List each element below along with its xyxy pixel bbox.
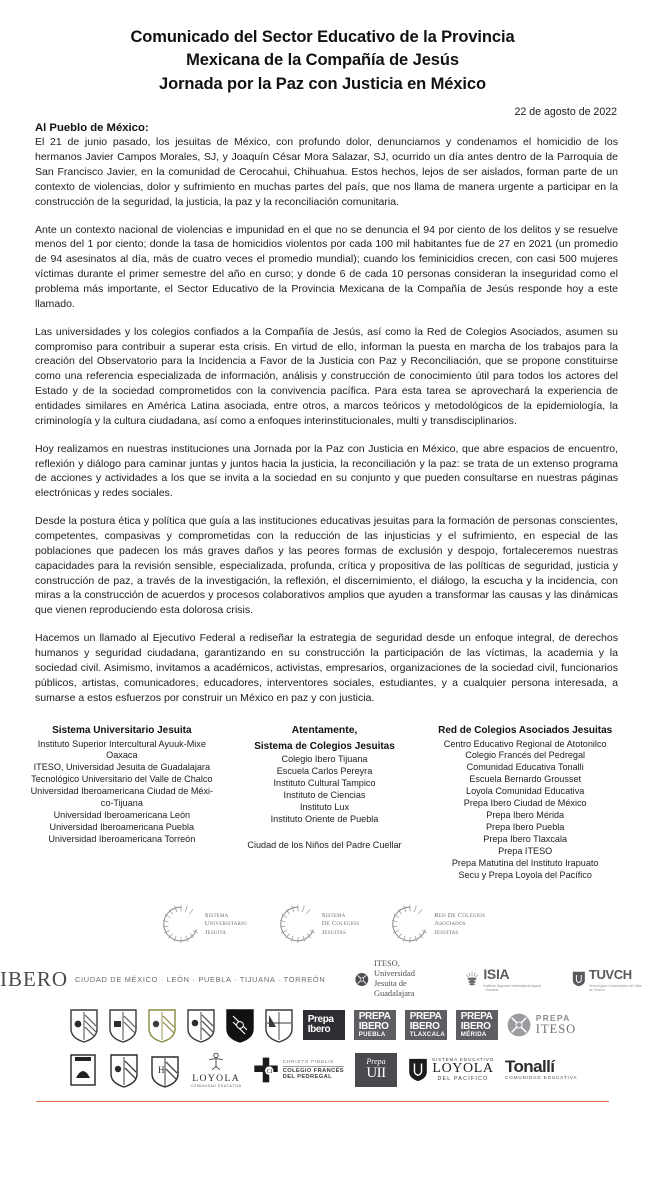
iteso-mark-icon [355, 971, 369, 988]
document-body [0, 118, 645, 705]
instituto-lux-crest [225, 1007, 255, 1043]
loyola-pac-top: SISTEMA EDUCATIVO [432, 1057, 494, 1063]
seal-line: Jesuitas [434, 928, 459, 936]
tuvch-shield-icon [572, 969, 586, 989]
cfp-motto: CHRISTO FIDELIS [282, 1059, 335, 1065]
list-item: Tecnológico Universitario del Valle de Chalco [31, 774, 213, 785]
instituto-crest [150, 1052, 180, 1088]
loyola-pac-bottom: DEL PACÍFICO [437, 1076, 489, 1083]
iteso-line-2: Jesuita de Guadalajara [373, 979, 415, 999]
cross-icon [253, 1056, 279, 1084]
seal-line: Jesuita [204, 928, 227, 936]
instituto-de-ciencias-crest [186, 1007, 216, 1043]
prepa-iteso-bottom: ITESO [535, 1021, 577, 1036]
list-item: Prepa Ibero Ciudad de México [463, 798, 587, 809]
column-heading: Sistema de Colegios Jesuitas [254, 741, 395, 753]
seal-line: Sistema [321, 911, 346, 919]
isia-subtitle: Instituto Superior Intercultural Ayuuk · Oaxaca [483, 983, 541, 993]
tonalli-name: Tonallí [505, 1057, 555, 1076]
logo-row-asociados [0, 1051, 645, 1088]
isia-wordmark [483, 966, 542, 993]
tonalli-logo [505, 1059, 577, 1080]
seal-label [322, 912, 359, 938]
prepa-iteso-mark-icon [507, 1013, 531, 1037]
list-item: Universidad Iberoamericana León [53, 810, 191, 821]
tonalli-subtitle: COMUNIDAD EDUCATIVA [505, 1075, 578, 1081]
list-item: Escuela Bernardo Grousset [469, 774, 582, 785]
cfp-line-1: COLEGIO FRANCÉS [282, 1067, 345, 1074]
prepa-ibero-merida-main: PREPA IBERO [460, 1011, 493, 1033]
column-list [230, 754, 420, 825]
list-item: Universidad Iberoamericana Puebla [49, 821, 195, 832]
list-item: Colegio Ibero Tijuana [281, 754, 368, 765]
red-de-colegios-asociados-jesuitas-seal [389, 903, 485, 945]
list-item: Instituto Oriente de Puebla [270, 813, 379, 824]
isia-name: ISIA [483, 965, 510, 982]
paragraph-6: Hacemos un llamado al Ejecutivo Federal a rediseñar la estrategia de seguridad desde un enfoque integral, de derechos humanos y seguridad ciudadana, garantizando en su construcción la participación de las víctimas, la academia y la sociedad civil. Asimismo, invitamos a académicos, activistas, empresarios, organizaciones de la sociedad civil, funcionarios públicos, artistas, comunicadores, educadores, interventores sociales, estudiantes, y a cualquier persona interesada, a sumarse a estos esfuerzos por construir un México en paz y con justicia. [35, 632, 618, 704]
spacer [230, 826, 420, 840]
list-item: Oaxaca [106, 750, 138, 761]
svg-text:Cf: Cf [266, 1068, 273, 1075]
paragraph-4: Hoy realizamos en nuestras instituciones una Jornada por la Paz con Justicia en México, que abre espacios de encuentro, reflexión y diálogo para caminar juntas y juntos hacia la justicia, la reconciliación y la paz: se trata de un extenso programa de acciones y actividades a los que se invita a la sociedad en su conjunto y que pueden consultarse en nuestras páginas electrónicas y redes sociales. [35, 442, 618, 500]
cfp-line-2: DEL PEDREGAL [282, 1073, 332, 1080]
svg-text:H: H [157, 1064, 165, 1075]
prepa-ibero-tlaxcala-main: PREPA IBERO [409, 1011, 442, 1033]
seal-label [434, 912, 485, 938]
loyola-figure-icon [205, 1051, 227, 1073]
prepa-ibero-tlaxcala-logo [405, 1010, 447, 1040]
prepa-ibero-logo [303, 1010, 345, 1040]
list-item: Instituto Superior Intercultural Ayuuk-Mixe [37, 738, 206, 749]
prepa-uii-logo [355, 1053, 397, 1087]
seal-line: Universitario [204, 920, 247, 928]
page-title [0, 0, 645, 96]
logo-row-universities [0, 959, 645, 999]
tuvch-wordmark [589, 966, 645, 993]
loyola-name: LOYOLA [192, 1073, 241, 1085]
ibero-logo [0, 967, 325, 992]
paragraph-2: Ante un contexto nacional de violencias e impunidad en el que no se denuncia el 94 por ciento de los delitos y se resuelve menos del 1 por ciento; donde la tasa de homicidios violentos por cada 100 mil habitantes fue de 27 en 2021 (un promedio de 94 asesinatos al día, más de cuatro veces el promedio mundial); cuando los feminicidios crecen, con casi 500 mujeres víctimas durante el primer semestre del año en curso; y donde 6 de cada 10 personas consideran la inseguridad como el problema más importante, el Sector Educativo de la Provincia Mexicana de la Compañía de Jesús responde hoy a este llamado. [35, 223, 618, 310]
instituto-cultural-tampico-crest [147, 1007, 177, 1043]
tuvch-logo [572, 966, 645, 993]
sunburst-icon [277, 903, 319, 945]
list-item: Universidad Iberoamericana Ciudad de Méxi- [30, 786, 214, 797]
list-item: Loyola Comunidad Educativa [466, 786, 585, 797]
column-heading: Red de Colegios Asociados Jesuitas [438, 725, 613, 737]
list-item: co-Tijuana [100, 798, 143, 809]
loyola-shield-icon [408, 1057, 428, 1083]
tuvch-name: TUVCH [588, 966, 632, 982]
tuvch-subtitle: Tecnológico Universitario del Valle de Chalco [588, 983, 642, 993]
list-item: Prepa Ibero Puebla [485, 821, 565, 832]
column-heading: Sistema Universitario Jesuita [52, 725, 192, 737]
list-item: Prepa ITESO [498, 845, 553, 856]
prepa-ibero-puebla-main: PREPA IBERO [358, 1011, 391, 1033]
iteso-wordmark [374, 959, 434, 999]
prepa-uii-script: Prepa [366, 1057, 386, 1067]
list-item: Comunidad Educativa Tonalli [466, 762, 584, 773]
centro-educativo-regional-atotonilco-crest [109, 1052, 139, 1088]
loyola-comunidad-educativa-logo [191, 1051, 242, 1088]
document-date: 22 de agosto de 2022 [514, 106, 617, 119]
prepa-iteso-wordmark [536, 1014, 576, 1036]
footer-accent-rule [36, 1101, 609, 1102]
prepa-ibero-merida-logo [456, 1010, 498, 1040]
column-footer: Ciudad de los Niños del Padre Cuellar [247, 839, 402, 850]
seal-line: Jesuitas [321, 928, 347, 936]
seal-line: Red De Colegios [434, 911, 486, 919]
paragraph-1: El 21 de junio pasado, los jesuitas de México, con profundo dolor, denunciamos y condenamos el homicidio de los hermanos Javier Campos Morales, SJ, y Joaquín César Mora Salazar, SJ, ocurrido un día antes dentro de la Parroquia de San Francisco Javier, en la comunidad de Cerocahui, Chihuahua. Estos hechos, lejos de ser aislados, forman parte de un contexto de violencias, dolor y sufrimiento en muchas partes del país, que nos llama de manera urgente a participar en la construcción de la seguridad, la justicia, la paz y la reconciliación comunitaria. [35, 136, 618, 208]
loyola-pac-main: LOYOLA [432, 1061, 494, 1077]
salutation: Al Pueblo de México: [35, 122, 149, 135]
column-list [419, 739, 631, 882]
loyola-pac-wordmark [432, 1057, 494, 1082]
iteso-line-1: ITESO, Universidad [373, 959, 415, 979]
prepa-ibero-tlaxcala-sub: TLAXCALA [409, 1030, 446, 1038]
prepa-ibero-merida-sub: MÉRIDA [460, 1030, 487, 1038]
sistema-de-colegios-jesuitas-seal [277, 903, 359, 945]
colegio-ibero-tijuana-crest [69, 1007, 99, 1043]
prepa-ibero-label: Prepa Ibero [307, 1014, 334, 1036]
colegio-frances-del-pedregal-logo [253, 1056, 344, 1084]
list-item: Universidad Iberoamericana Torreón [48, 833, 196, 844]
loyola-del-pacifico-logo [408, 1057, 494, 1083]
escuela-bernardo-grousset-crest [68, 1052, 98, 1088]
list-item: Instituto Cultural Tampico [273, 778, 376, 789]
paragraph-5: Desde la postura ética y política que guía a las instituciones educativas jesuitas para la formación de personas conscientes, competentes, compasivas y comprometidas con la reducción de las injusticias y el sufrimiento, en especial de las poblaciones que padecen los más graves daños y las peores formas de exclusión y despojo, fortaleceremos nuestras capacidades para la revisión sensible, especializada, profunda, crítica y propositiva de las políticas de seguridad, justicia y construcción de paz, a través de la investigación, la reflexión, el discernimiento, el diálogo, la escucha y la incidencia, con miras a la construcción de acuerdos y procesos colaborativos amplios que ayuden a transformar las causas y las dinámicas que vienen reproduciendo esta dolorosa crisis. [35, 515, 618, 617]
sunburst-icon [389, 903, 431, 945]
seal-line: Sistema [204, 911, 229, 919]
closing-salutation: Atentamente, [291, 725, 358, 737]
signatory-column-red-de-colegios-asociados-jesuitas [419, 724, 631, 881]
list-item: Centro Educativo Regional de Atotonilco [443, 738, 607, 749]
instituto-oriente-de-puebla-crest [264, 1007, 294, 1043]
list-item: Instituto de Ciencias [283, 789, 366, 800]
paragraph-3: Las universidades y los colegios confiados a la Compañía de Jesús, así como la Red de Colegios Asociados, asumen su compromiso para contribuir a superar esta crisis. En virtud de ello, informan la puesta en marcha de los trabajos para la creación del Observatorio para la Incidencia a Favor de la Justicia con Paz y Reconciliación, que se propone constituirse como una referencia especializada de información, análisis y construcción de conocimiento útil para todos los actores del Estado y de la sociedad comprometidos con la convivencia pacífica. Para esta tarea se aprovechará la experiencia de entidades similares en América Latina asociada, entre otros, a marcos teóricos y metodológicos de la epidemiología, la criminología y la cultura ciudadana, así como a enfoques interinstitucionales, multi y transdisciplinarios. [35, 325, 618, 427]
loyola-subtitle: COMUNIDAD EDUCATIVA [190, 1084, 242, 1089]
list-item: Instituto Lux [299, 801, 350, 812]
list-item: Prepa Matutina del Instituto Irapuato [451, 857, 599, 868]
isia-logo [464, 966, 542, 993]
list-item: Prepa Ibero Mérida [486, 810, 565, 821]
prepa-uii-main: UII [366, 1065, 386, 1082]
sistema-universitario-jesuita-seal [160, 903, 247, 945]
seal-label [205, 912, 247, 938]
seal-line: De Colegios [321, 920, 360, 928]
iteso-logo [355, 959, 434, 999]
divider [283, 1066, 344, 1067]
isia-mark-icon [464, 968, 480, 990]
ibero-wordmark: IBERO [0, 966, 68, 991]
sunburst-icon [160, 903, 202, 945]
title-line-1: Comunicado del Sector Educativo de la Provincia [130, 28, 515, 46]
signatory-column-sistema-de-colegios-jesuitas [230, 724, 420, 851]
logo-row-colegios [0, 1007, 645, 1043]
prepa-ibero-puebla-sub: PUEBLA [358, 1030, 386, 1038]
signatory-column-sistema-universitario-jesuita [14, 724, 230, 845]
seal-line: Asociados [434, 920, 466, 928]
list-item: Colegio Francés del Pedregal [465, 750, 586, 761]
signatories-area [0, 718, 645, 881]
list-item: ITESO, Universidad Jesuita de Guadalajara [33, 762, 211, 773]
ibero-cities-label: CIUDAD DE MÉXICO · LEÓN · PUEBLA · TIJUANA · TORREÓN [75, 974, 326, 984]
list-item: Secu y Prepa Loyola del Pacífico [458, 869, 592, 880]
title-line-2: Mexicana de la Compañía de Jesús [186, 51, 459, 70]
list-item: Prepa Ibero Tlaxcala [483, 833, 568, 844]
seals-row [0, 903, 645, 945]
prepa-iteso-top: PREPA [535, 1013, 571, 1024]
cfp-wordmark [283, 1060, 344, 1080]
title-line-3: Jornada por la Paz con Justicia en México [159, 74, 486, 93]
prepa-iteso-logo [507, 1013, 576, 1037]
prepa-ibero-puebla-logo [354, 1010, 396, 1040]
list-item: Escuela Carlos Pereyra [276, 766, 373, 777]
escuela-carlos-pereyra-crest [108, 1007, 138, 1043]
column-list [14, 739, 230, 846]
